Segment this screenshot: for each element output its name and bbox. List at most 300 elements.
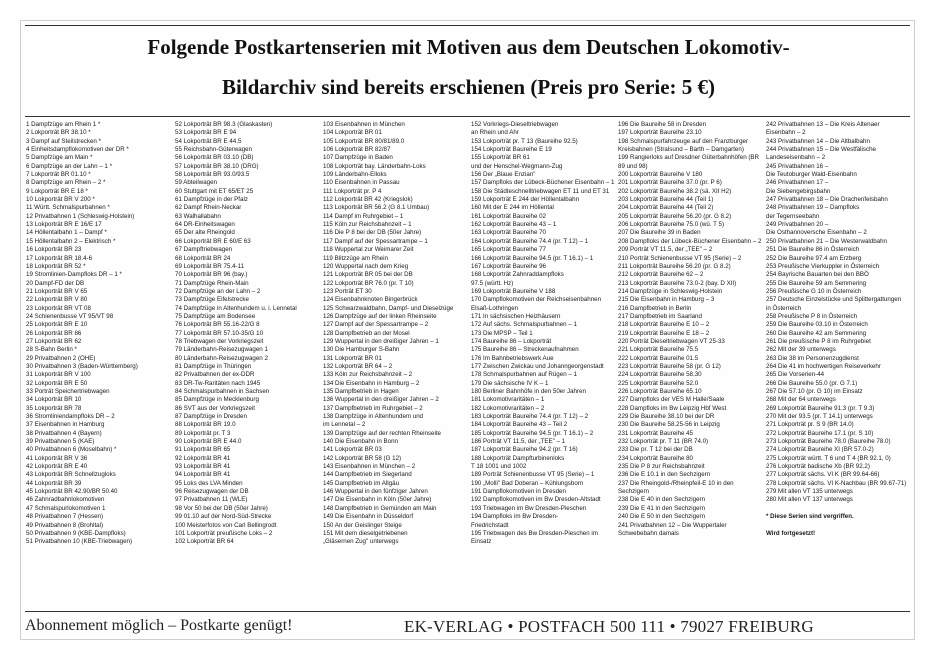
series-entry: 69 Lokporträt BR 75.4-11 [175,262,245,270]
series-entry: 112 Lokporträt BR 42 (Kriegslok) [323,196,413,204]
series-entry: 263 Die 38 im Personenzugdienst [766,354,859,362]
series-entry: 87 Dampfzüge in Dresden [175,413,247,421]
series-entry: 164 Lokporträt Baureihe 74.4 (pr. T 12) – 1 [471,237,589,245]
series-entry: 76 Lokporträt BR 55.16-22/G 8 [175,321,260,329]
series-entry: 110 Eisenbahnen in Passau [323,179,400,187]
series-entry: 174 Baureihe 86 – Lokporträt [471,337,552,345]
series-entry: 71 Dampfzüge Rhein-Main [175,279,249,287]
series-entry: 215 Die Eisenbahn in Hamburg – 3 [618,296,715,304]
series-entry: 142 Lokporträt BR 58 (G 12) [323,454,402,462]
series-entry: 192 Dampflokomotiven im Bw Dresden-Altstadt [471,496,601,504]
series-entry: 138 Dampfzüge in Altenhundem und [323,413,424,421]
series-entry: 92 Lokporträt BR 41 [175,454,231,462]
series-entry: 97.5 (württ. Hz) [471,279,514,287]
series-entry: 205 Lokporträt Baureihe 56.20 (pr. G 8.2) [618,212,732,220]
series-entry: 173 Die MPSP – Teil 1 [471,329,533,337]
series-entry: 206 Lokporträt Baureihe 75.0 (wü. T 5) [618,221,725,229]
series-entry: 17 Lokporträt BR 18.4-6 [26,254,93,262]
series-entry: 109 Länderbahn-Elloks [323,171,387,179]
series-entry: 107 Dampfzüge in Baden [323,154,393,162]
series-entry: * Diese Serien sind vergriffen. [766,513,854,521]
publisher-address: EK-VERLAG • POSTFACH 500 111 • 79027 FREIBURG [404,617,814,636]
series-entry: 255 Die Baureihe 59 am Semmering [766,279,867,287]
series-entry: 264 Die 41 im hochwertigen Reiseverkehr [766,362,881,370]
series-entry: 175 Baureihe 86 – Streckenaufnahmen [471,346,579,354]
series-entry: 269 Lokporträt Baureihe 91.3 (pr. T 9.3) [766,404,875,412]
series-entry: 33 Porträt Speichertriebwagen [26,388,110,395]
series-entry: 140 Die Eisenbahn in Bonn [323,438,398,446]
series-entry: 103 Eisenbahnen in München [323,121,405,128]
title-line-2: Bildarchiv sind bereits erschienen (Preis pro Serie: 5 €) [221,75,716,99]
series-entry: 146 Wuppertal in den fünfziger Jahren [323,488,428,496]
series-entry: 35 Lokporträt BR 78 [26,404,82,412]
series-entry: 47 Schmalspurlokomotiven 1 [26,504,106,512]
series-entry: 116 Die P 8 bei der DB (50er Jahre) [323,229,422,237]
series-entry: 249 Privatbahnen 20 – [766,221,829,229]
series-column-1 [26,121,138,547]
series-entry: 178 Schmalspurbahnen auf Rügen – 1 [471,371,577,379]
series-entry: 180 Berliner Bahnhöfe in den 50er Jahren [471,388,586,395]
series-entry: 200 Lokporträt Baureihe V 180 [618,171,703,179]
series-entry: 253 Preußische Vierkuppler in Österreich [766,262,880,270]
series-entry: Die Siebengebirgsbahn [766,187,831,195]
series-entry: 6 Dampfzüge an der Lahn – 1 * [26,162,112,170]
series-entry: 272 Lokporträt Baureihe 17.1 (pr. S 10) [766,429,874,437]
series-entry: 60 Stuttgart mit ET 65/ET 25 [175,187,254,195]
series-entry: 52 Lokporträt BR 98.3 (Glaskasten) [175,121,273,128]
series-entry: 228 Dampfloks im Bw Leipzig Hbf West [618,404,727,412]
series-entry: 248 Privatbahnen 19 – Dampfloks [766,204,860,212]
series-entry: 160 Mit der E 244 im Höllental [471,204,554,212]
series-entry: 267 Die 57.10 (pr. G 10) im Einsatz [766,388,863,395]
series-column-4 [471,121,614,547]
series-entry: 81 Dampfzüge in Thüringen [175,362,252,370]
series-entry: 237 Die Rheingold-/Rheinpfeil-E 10 in den [618,479,734,487]
series-entry: 244 Privatbahnen 15 – Die Westfälische [766,146,876,154]
series-entry: 73 Dampfzüge Eifelstrecke [175,296,249,304]
series-column-2 [175,121,297,547]
series-entry: Einsatz [471,538,492,546]
series-entry: Die Teutoburger Wald-Eisenbahn [766,171,857,179]
series-entry: 48 Privatbahnen 7 (Hessen) [26,513,104,521]
series-entry: 53 Lokporträt BR E 94 [175,129,237,137]
series-entry: 226 Lokporträt Baureihe 65.10 [618,388,702,395]
series-entry: 15 Höllentalbahn 2 – Elektrisch * [26,237,116,245]
series-entry: Schwebebahn damals [618,529,679,537]
series-entry: 209 Porträt VT 11.5, der „TEE" – 2 [618,246,713,254]
series-entry: 161 Lokporträt Baureihe 02 [471,212,546,220]
series-entry: 196 Die Baureihe 58 in Dresden [618,121,707,128]
series-entry: 201 Lokporträt Baureihe 37.0 (pr. P 6) [618,179,722,187]
series-entry: 265 Die Vorserien-44 [766,371,825,379]
series-entry: 158 Die Städteschnelltriebwagen ET 11 und ET 31 [471,187,610,195]
series-entry: 243 Privatbahnen 14 – Die Altbalbahn [766,137,870,145]
series-entry: Eisenbahn – 2 [766,129,806,137]
series-entry: 124 Eisenbahnknoten Bingerbrück [323,296,418,304]
series-entry: 168 Lokporträt Zahnraddampfloks [471,271,564,279]
series-entry: 225 Lokporträt Baureihe 52.0 [618,379,699,387]
series-entry: 136 Wuppertal in den dreißiger Jahren – 2 [323,396,439,404]
series-entry: 156 Der „Blaue Enzian" [471,171,536,179]
series-entry: 148 Dampfbetrieb in Gemünden am Main [323,504,437,512]
series-entry: 250 Privatbahnen 21 – Die Westerwaldbahn [766,237,887,245]
series-entry: 155 Lokporträt BR 61 [471,154,530,162]
series-entry: 44 Lokporträt BR 39 [26,479,82,487]
series-entry: 86 SVT aus der Vorkriegszeit [175,404,256,412]
series-entry: 252 Die Baureihe 97.4 am Erzberg [766,254,862,262]
series-entry: 90 Lokporträt BR E 44.0 [175,438,242,446]
series-entry: 105 Lokporträt BR 80/81/89.0 [323,137,405,145]
series-entry: 16 Lokporträt BR 23 [26,246,82,254]
series-entry: 221 Lokporträt Baureihe 75.5 [618,346,699,354]
series-entry: Friedrichstadt [471,521,509,529]
series-entry: 171 In sächsischen Heizhäusern [471,312,561,320]
series-entry: 94 Lokporträt BR 41 [175,471,231,479]
series-entry: Wird fortgesetzt! [766,529,816,537]
series-entry: 166 Lokporträt Baureihe 94.5 (pr. T 16.1) – 1 [471,254,594,262]
series-entry: 104 Lokporträt BR 01 [323,129,382,137]
series-entry: 118 Wuppertal zur Weimarer Zeit [323,246,414,254]
series-entry: 190 „Molli" Bad Doberan – Kühlungsborn [471,479,584,487]
series-entry: 97 Privatbahnen 11 (WLE) [175,496,248,504]
series-entry: 208 Dampfloks der Lübeck-Büchener Eisenbahn – 2 [618,237,762,245]
series-entry: 39 Privatbahnen 5 (KAE) [26,438,95,446]
series-entry: 162 Lokporträt Baureihe 43 – 1 [471,221,557,229]
series-entry: 43 Lokporträt BR Schnellzugloks [26,471,116,479]
series-entry: 34 Lokporträt BR 10 [26,396,82,404]
series-entry: 89 Lokporträt pr. T 3 [175,429,231,437]
series-entry: 179 Die sächsische IV K – 1 [471,379,549,387]
series-entry: 67 Dampftriebwagen [175,246,233,254]
series-entry: 183 Lokporträt Baureihe 74.4 (pr. T 12) – 2 [471,413,589,421]
series-entry: 159 Lokporträt E 244 der Höllentalbahn [471,196,580,204]
series-entry: 13 Lokporträt BR E 16/E 17 [26,221,102,229]
series-entry: 21 Lokporträt BR V 65 [26,287,88,295]
series-entry: 98 Vor 50 bei der DB (50er Jahre) [175,504,268,512]
series-entry: 111 Lokporträt pr. P 4 [323,187,382,195]
series-entry: 108 Lokporträt bay. Länderbahn-Loks [323,162,426,170]
series-entry: 277 Lokporträt sächs. VI K (BR 99.64-66) [766,471,880,479]
series-entry: 165 Lokporträt Baureihe 77 [471,246,546,254]
series-entry: 59 Abteilwagen [175,179,217,187]
series-entry: 64 DR-Einheitswagen [175,221,235,229]
series-entry: 145 Dampfbetrieb im Allgäu [323,479,400,487]
series-entry: 57 Lokporträt BR 38.10 (DRG) [175,162,259,170]
series-entry [766,505,906,513]
series-entry: Kreisbahnen (Stralsund – Barth – Damgarten) [618,146,744,154]
series-entry: 195 Triebwagen des Bw Dresden-Pieschen im [471,529,598,537]
series-entry: 167 Lokporträt Baureihe 96 [471,262,546,270]
series-entry: 4 Einheitsdampflokomotiven der DR * [26,146,129,154]
series-entry: 181 Lokomotivraritäten – 1 [471,396,545,404]
series-entry: 29 Privatbahnen 2 (OHE) [26,354,96,362]
series-entry: 149 Die Eisenbahn in Düsseldorf [323,513,414,521]
series-entry: 213 Lokporträt Baureihe 73.0-2 (bay. D XII) [618,279,737,287]
series-entry: 260 Die Baureihe 42 am Semmering [766,329,867,337]
series-entry: Die Osthannoversche Eisenbahn – 2 [766,229,867,237]
series-entry: 62 Dampf Rhein-Neckar [175,204,242,212]
series-entry: 10 Lokporträt BR V 200 * [26,196,95,204]
series-entry: 102 Lokporträt BR 64 [175,538,234,546]
series-entry: „Gläsernen Zug" unterwegs [323,538,399,546]
series-entry: 202 Lokporträt Baureihe 38.2 (sä. XII H2) [618,187,732,195]
header-rule [25,116,910,117]
series-entry: 70 Lokporträt BR 96 (bay.) [175,271,248,279]
series-entry: 120 Wuppertal nach dem Krieg [323,262,409,270]
series-column-6 [766,121,906,538]
series-entry: 45 Lokporträt BR 42.90/BR 50.40 [26,488,118,496]
series-entry: 247 Privatbahnen 18 – Die Drachenfelsbahn [766,196,888,204]
series-entry: 5 Dampfzüge am Main * [26,154,93,162]
series-entry: 122 Lokporträt BR 76.0 (pr. T 10) [323,279,414,287]
series-entry: 224 Lokporträt Baureihe 58.30 [618,371,702,379]
series-entry: 218 Lokporträt Baureihe E 10 – 2 [618,321,710,329]
series-entry: 235 Die P 8 zur Reichsbahnzeit [618,463,705,471]
series-entry: 251 Die Baureihe 86 in Österreich [766,246,860,254]
series-entry: 93 Lokporträt BR 41 [175,463,231,471]
series-entry: 203 Lokporträt Baureihe 44 (Teil 1) [618,196,714,204]
series-entry: 37 Eisenbahnen in Hamburg [26,421,105,429]
series-entry: 266 Die Baureihe 55.0 (pr. G 7.1) [766,379,858,387]
series-entry: 106 Lokporträt BR 82/87 [323,146,391,154]
series-entry: 84 Schmalspurbahnen in Sachsen [175,388,270,395]
series-entry: 101 Lokporträt preußische Loks – 2 [175,529,273,537]
series-entry: 193 Triebwagen im Bw Dresden-Pieschen [471,504,587,512]
series-entry: 184 Lokporträt Baureihe 43 – Teil 2 [471,421,568,429]
series-entry: 66 Lokporträt BR E 60/E 63 [175,237,251,245]
series-entry: 68 Lokporträt BR 24 [175,254,231,262]
series-entry: 128 Dampfbetrieb an der Mosel [323,329,410,337]
series-entry: 78 Triebwagen der Vorkriegszeit [175,337,264,345]
series-entry: 276 Lokporträt badische Xb (BR 92.2) [766,463,870,471]
series-entry: in Österreich [766,304,802,312]
series-entry: 169 Lokporträt Baureihe V 188 [471,287,556,295]
series-entry: 24 Schienenbusse VT 95/VT 98 [26,312,114,320]
series-entry: 56 Lokporträt BR 03.10 (DB) [175,154,254,162]
series-entry: 280 Mit allen VT 137 unterwegs [766,496,853,504]
series-entry: 275 Lokporträt württ. T 6 und T 4 (BR 92.1, 0) [766,454,891,462]
series-entry: 31 Lokporträt BR V 100 [26,371,91,379]
series-entry: Landeseisenbahn – 2 [766,154,826,162]
series-entry: 219 Lokporträt Baureihe E 18 – 2 [618,329,710,337]
series-entry: 150 An der Geislinger Steige [323,521,402,529]
series-entry: 95 Loks des LVA Minden [175,479,243,487]
series-entry: 23 Lokporträt BR VT 08 [26,304,91,312]
series-entry: 65 Der alte Rheingold [175,229,235,237]
series-entry: 191 Dampflokomotiven in Dresden [471,488,566,496]
series-entry: 2 Lokporträt BR 38.10 * [26,129,91,137]
series-entry: 14 Höllentalbahn 1 – Dampf * [26,229,107,237]
series-entry: 42 Lokporträt BR E 40 [26,463,88,471]
footer-rule [25,611,910,612]
series-entry: 22 Lokporträt BR V 80 [26,296,88,304]
series-entry: 229 Die Baureihe 38.10 bei der DR [618,413,715,421]
series-entry: 125 Schwarzwaldbahn, Dampf- und Dieselzüge [323,304,454,312]
series-entry: 91 Lokporträt BR 65 [175,446,231,454]
series-entry: 130 Die Hamburger S-Bahn [323,346,400,354]
series-entry: 223 Lokporträt Baureihe 58 (pr. G 12) [618,362,721,370]
series-entry: 254 Bayrische Bauarten bei den BBÖ [766,271,869,279]
series-entry: und der Henschel-Wegmann-Zug [471,162,563,170]
series-entry: 207 Die Baureihe 39 in Baden [618,229,701,237]
series-entry: 19 Stromlinien-Dampfloks DR – 1 * [26,271,122,279]
series-entry: 157 Dampfloks der Lübeck-Büchener Eisenbahn – 1 [471,179,615,187]
series-entry: 172 Auf sächs. Schmalspurbahnen – 1 [471,321,577,329]
series-entry: 217 Dampfbetrieb im Saarland [618,312,702,320]
series-entry: 115 Köln zur Reichsbahnzeit – 1 [323,221,412,229]
series-entry: 126 Dampfzüge auf der linken Rheinseite [323,312,437,320]
series-entry: 188 Lokporträt Dampfturbinenloks [471,454,565,462]
series-entry: 258 Preußische P 8 in Österreich [766,312,858,320]
series-entry: 212 Lokporträt Baureihe 62 – 2 [618,271,704,279]
series-entry: Elsaß-Lothringen [471,304,519,312]
series-entry: 186 Porträt VT 11.5, der „TEE" – 1 [471,438,566,446]
series-entry: 114 Dampf im Ruhrgebiet – 1 [323,212,404,220]
series-entry: 177 Zwischen Zwickau und Johanngeorgenstadt [471,362,604,370]
series-entry: 137 Dampfbetrieb im Ruhrgebiet – 2 [323,404,423,412]
series-entry: 279 Mit allen VT 135 unterwegs [766,488,853,496]
series-entry: 194 Dampfloks im Bw Dresden- [471,513,558,521]
series-entry: 1 Dampfzüge am Rhein 1 * [26,121,101,128]
series-entry: 170 Dampflokomotiven der Reichseisenbahnen [471,296,602,304]
series-entry: 268 Mit der 64 unterwegs [766,396,836,404]
series-entry: 3 Dampf auf Steilstrecken * [26,137,101,145]
series-entry: T 18 1001 und 1002 [471,463,527,471]
series-entry: 135 Dampfbetrieb in Hagen [323,388,399,395]
series-entry: 227 Dampfloks der VES M Halle/Saale [618,396,725,404]
series-entry: 240 Die E 50 in den Sechzigern [618,513,706,521]
postcard-back [20,20,915,640]
series-entry: 129 Wuppertal in den dreißiger Jahren – 1 [323,337,439,345]
series-entry: 119 Blitzzüge am Rhein [323,254,388,262]
series-entry: Sechzigern [618,488,649,496]
series-entry: 8 Dampfzüge am Rhein – 2 * [26,179,106,187]
series-entry: 58 Lokporträt BR 93.0/93.5 [175,171,250,179]
series-entry: 147 Die Eisenbahn in Köln (50er Jahre) [323,496,432,504]
series-entry: 49 Privatbahnen 8 (Brohltal) [26,521,104,529]
series-entry: 127 Dampf auf der Spessartrampe – 2 [323,321,429,329]
series-column-5 [618,121,761,538]
series-entry: 18 Lokporträt BR 52 * [26,262,86,270]
series-entry: 144 Dampfbetrieb im Siegerland [323,471,412,479]
series-entry: 197 Lokporträt Baureihe 23.10 [618,129,702,137]
series-entry: 30 Privatbahnen 3 (Baden-Württemberg) [26,362,138,370]
top-rule [25,25,910,26]
series-entry: 214 Dampfzüge in Schleswig-Holstein [618,287,723,295]
series-entry: 96 Reisezugwagen der DB [175,488,249,496]
subscription-note: Abonnement möglich – Postkarte genügt! [25,617,293,634]
series-entry: 40 Privatbahnen 6 (Moselbahn) * [26,446,117,454]
series-entry: 256 Preußische G 10 in Österreich [766,287,862,295]
series-entry: 261 Die preußische P 8 im Ruhrgebiet [766,337,871,345]
series-entry: 99 01.10 auf der Nord-Süd-Strecke [175,513,272,521]
series-list [26,121,911,609]
series-entry: 113 Lokporträt BR 56.2 (G 8.1 Umbau) [323,204,430,212]
series-entry: 176 Im Bahnbetriebswerk Aue [471,354,554,362]
series-entry: 273 Lokporträt Baureihe 78.0 (Baureihe 78.0) [766,438,891,446]
series-entry: 63 Walhallabahn [175,212,221,220]
series-entry: 270 Mit der 93.5 (pr. T 14.1) unterwegs [766,413,873,421]
series-entry: an Rhein und Ahr [471,129,519,137]
series-entry: 274 Lokporträt Baureihe XI (BR 57.0-2) [766,446,874,454]
series-entry: 211 Lokporträt Baureihe 56.20 (pr. G 8.2) [618,262,731,270]
series-entry: 28 S-Bahn Berlin * [26,346,77,354]
series-entry: 278 Lokporträt sächs. VI K-Nachbau (BR 99.67-71) [766,479,907,487]
series-entry: 100 Meisterfotos von Carl Bellingrodt [175,521,277,529]
series-entry: 51 Privatbahnen 10 (KBE-Triebwagen) [26,538,133,546]
series-entry: 132 Lokporträt BR 64 – 2 [323,362,393,370]
series-entry: 74 Dampfzüge in Altenhundem u. i. Lennetal [175,304,297,312]
series-entry: 163 Lokporträt Baureihe 70 [471,229,546,237]
series-entry: 79 Länderbahn-Reisezugwagen 1 [175,346,268,354]
series-entry: 27 Lokporträt BR 62 [26,337,82,345]
series-entry: 151 Mit dem dieselgetriebenen [323,529,408,537]
series-entry: 220 Porträt Dieseltriebwagen VT 25-33 [618,337,725,345]
series-entry: 80 Länderbahn-Reisezugwagen 2 [175,354,268,362]
series-entry: 182 Lokomotivraritäten – 2 [471,404,545,412]
series-entry: 187 Lokporträt Baureihe 94.2 (pr. T 16) [471,446,578,454]
series-entry: 204 Lokporträt Baureihe 44 (Teil 2) [618,204,714,212]
series-entry: 131 Lokporträt BR 01 [323,354,382,362]
series-entry: 32 Lokporträt BR E 50 [26,379,88,387]
series-entry: 216 Dampfbetrieb in Berlin [618,304,692,312]
series-entry: 20 Dampf-FD der DB [26,279,85,287]
series-entry: 133 Köln zur Reichsbahnzeit – 2 [323,371,413,379]
series-entry: 25 Lokporträt BR E 10 [26,321,88,329]
series-entry: 233 Die pr. T 12 bei der DB [618,446,693,454]
series-entry: im Lennetal – 2 [323,421,366,429]
series-entry: 61 Dampfzüge in der Pfalz [175,196,248,204]
series-entry: 12 Privatbahnen 1 (Schleswig-Holstein) [26,212,135,220]
series-entry: 9 Lokporträt BR E 18 * [26,187,88,195]
series-entry: 75 Dampfzüge am Bodensee [175,312,256,320]
series-entry: 54 Lokporträt BR E 44.5 [175,137,242,145]
series-entry: 26 Lokporträt BR 86 [26,329,82,337]
series-entry: 41 Lokporträt BR V 36 [26,454,88,462]
series-entry: 83 DR-Tw-Raritäten nach 1945 [175,379,261,387]
series-entry: 241 Privatbahnen 12 – Die Wuppertaler [618,521,727,529]
series-entry: 262 Mit der 39 unterwegs [766,346,836,354]
series-entry: 72 Dampfzüge an der Lahn – 2 [175,287,261,295]
series-entry: 46 Zahnradbahnlokomotiven [26,496,105,504]
series-entry: 77 Lokporträt BR 57.10-35/G 10 [175,329,264,337]
series-entry: 210 Porträt Schienenbusse VT 95 (Serie) – 2 [618,254,742,262]
series-entry: 82 Privatbahnen der ex-DDR [175,371,255,379]
series-entry: 89 und 98) [618,162,648,170]
series-entry: 271 Lokporträt pr. S 9 (BR 14.0) [766,421,854,429]
series-entry: 153 Lokporträt pr. T 13 (Baureihe 92.5) [471,137,578,145]
series-entry: 257 Deutsche Einzelstücke und Splittergattungen [766,296,902,304]
series-entry: 242 Privatbahnen 13 – Die Kreis Altenaer [766,121,880,128]
series-entry: 246 Privatbahnen 17 – [766,179,829,187]
series-entry: 185 Lokporträt Baureihe 94.5 (pr. T 16.1) – 2 [471,429,594,437]
series-entry [766,522,906,530]
series-entry: 259 Die Baureihe 03.10 in Österreich [766,321,868,329]
series-entry: 154 Lokporträt Baureihe E 19 [471,146,552,154]
page-title [21,27,916,107]
series-entry: 245 Privatbahnen 16 – [766,162,829,170]
series-entry: 38 Privatbahnen 4 (Bayern) [26,429,102,437]
series-entry: 152 Vorkriegs-Dieseltriebwagen [471,121,559,128]
series-entry: 50 Privatbahnen 9 (KBE-Dampfloks) [26,529,126,537]
title-line-1: Folgende Postkartenserien mit Motiven aus dem Deutschen Lokomotiv- [147,35,790,59]
series-entry: der Tegernseebahn [766,212,820,220]
series-entry: 139 Dampfzüge auf der rechten Rheinseite [323,429,441,437]
series-entry: 117 Dampf auf der Spessartrampe – 1 [323,237,428,245]
series-entry: 36 Stromliniendampfloks DR – 2 [26,413,115,421]
series-entry: 238 Die E 40 in den Sechzigern [618,496,706,504]
series-entry: 236 Die E 10.1 in den Sechzigern [618,471,711,479]
